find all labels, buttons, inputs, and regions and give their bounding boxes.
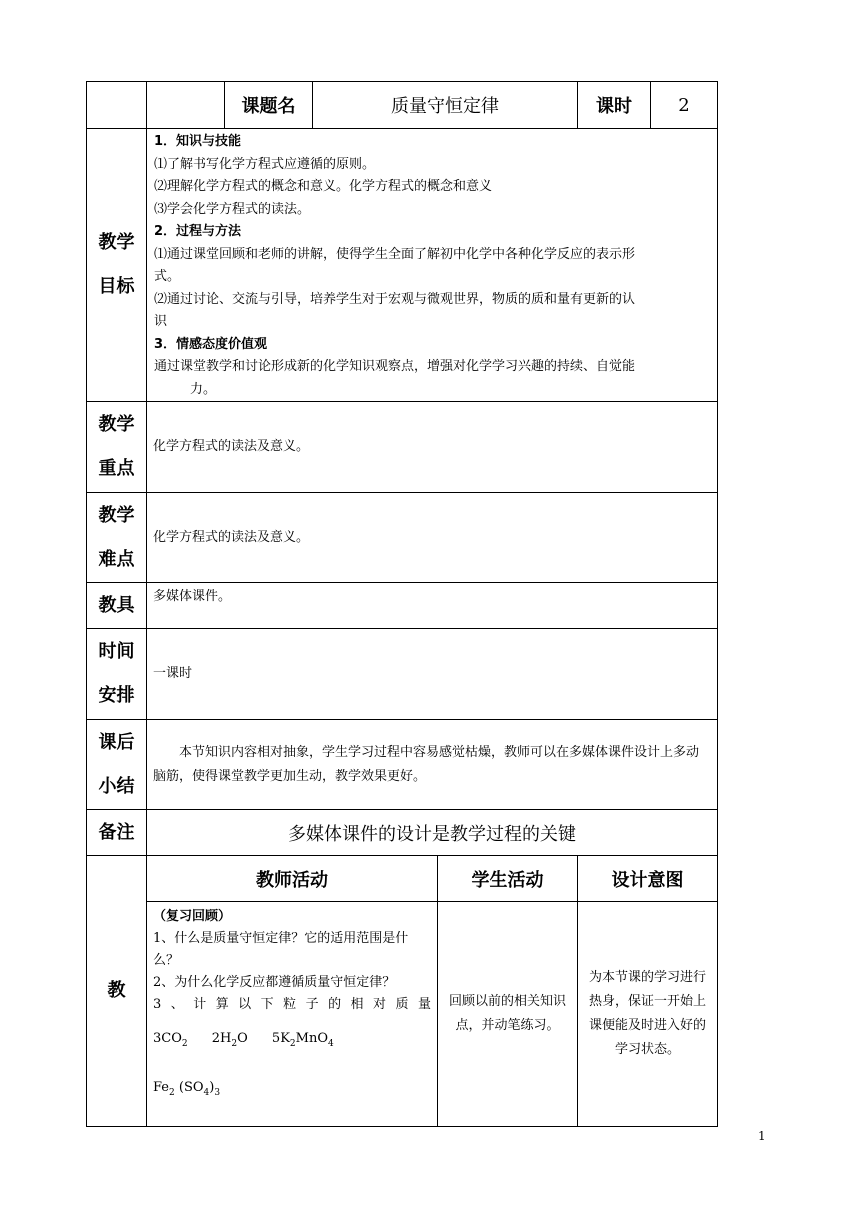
design-intent-header: 设计意图 [578,856,718,902]
page-number: 1 [758,1129,766,1143]
summary-text: 本节知识内容相对抽象，学生学习过程中容易感觉枯燥，教师可以在多媒体课件设计上多动脑筋，使得课堂教学更加生动，教学效果更好。 [147,720,718,810]
objectives-label-line1: 教学 [98,232,135,253]
objective-line: 2．过程与方法 [154,224,242,239]
objective-line: ⑵通过讨论、交流与引导，培养学生对于宏观与微观世界，物质的质和量有更新的认 [154,291,636,307]
remarks-label: 备注 [87,810,147,856]
time-label [87,629,147,720]
objective-line: 力。 [190,381,217,397]
header-row [87,82,718,129]
key-points-label-line2: 重点 [98,458,135,479]
objective-line: 识 [154,314,168,329]
difficulties-label [87,493,147,583]
objective-line: 式。 [154,269,181,284]
formula-line-1 [153,1028,431,1055]
student-activity-header: 学生活动 [438,856,578,902]
key-points-label [87,402,147,493]
summary-label-line2: 小结 [98,775,135,797]
review-title: （复习回顾） [153,909,232,924]
process-header-row [87,856,718,902]
period-label: 课时 [578,82,651,129]
difficulties-row [87,493,718,583]
process-content-row [87,902,718,1127]
objective-line: ⑵理解化学方程式的概念和意义。化学方程式的概念和意义 [154,179,493,194]
formula-3co2: $3CO_2$ [153,1031,188,1049]
topic-value: 质量守恒定律 [313,82,578,129]
summary-row [87,720,718,810]
formula-line-2 [153,1077,431,1104]
time-row [87,629,718,720]
objective-line: ⑶学会化学方程式的读法。 [154,201,311,217]
teacher-activity-header: 教师活动 [147,856,438,902]
question-3: 3、计算以下粒子的相对质量 [153,997,431,1012]
time-text: 一课时 [147,629,718,720]
formula-2h2o: $2H_2O$ [211,1031,248,1049]
difficulties-label-line1: 教学 [98,504,135,526]
tools-text: 多媒体课件。 [147,583,718,629]
lesson-plan-table [86,81,718,1127]
objectives-label-line2: 目标 [98,276,135,297]
period-value: 2 [651,82,718,129]
summary-label [87,720,147,810]
key-points-row [87,402,718,493]
objectives-label [87,129,147,402]
blank-cell [147,82,225,129]
objective-line: 通过课堂教学和讨论形成新的化学知识观察点，增强对化学学习兴趣的持续、自觉能 [154,359,636,374]
objective-line: ⑴了解书写化学方程式应遵循的原则。 [154,156,376,172]
time-label-line1: 时间 [98,641,135,662]
tools-label: 教具 [87,583,147,629]
objectives-content [147,129,718,402]
student-activity-text: 回顾以前的相关知识点，并动笔练习。 [438,902,578,1127]
tools-row [87,583,718,629]
question-1: 1、什么是质量守恒定律？它的适用范围是什么？ [153,931,409,968]
key-points-label-line1: 教学 [98,414,135,435]
blank-corner-cell [87,82,147,129]
formula-fe2so43: $Fe_2$ $(SO_4)_3$ [153,1080,221,1098]
remarks-text: 多媒体课件的设计是教学过程的关键 [147,810,718,856]
formula-5k2mno4: $5K_2MnO_4$ [271,1031,334,1049]
key-points-text: 化学方程式的读法及意义。 [147,402,718,493]
objective-line: ⑴通过课堂回顾和老师的讲解，使得学生全面了解初中化学中各种化学反应的表示形 [154,246,636,262]
process-label: 教 [87,856,147,1127]
teacher-activity-cell [147,902,438,1127]
topic-label: 课题名 [225,82,313,129]
summary-label-line1: 课后 [98,731,135,753]
difficulties-label-line2: 难点 [98,548,135,570]
remarks-row [87,810,718,856]
time-label-line2: 安排 [98,685,135,706]
difficulties-text: 化学方程式的读法及意义。 [147,493,718,583]
objective-line: 1．知识与技能 [154,134,242,149]
objective-line: 3．情感态度价值观 [154,336,268,352]
question-2: 2、为什么化学反应都遵循质量守恒定律？ [153,975,396,990]
design-intent-text: 为本节课的学习进行热身，保证一开始上课便能及时进入好的学习状态。 [578,902,718,1127]
objectives-row [87,129,718,402]
